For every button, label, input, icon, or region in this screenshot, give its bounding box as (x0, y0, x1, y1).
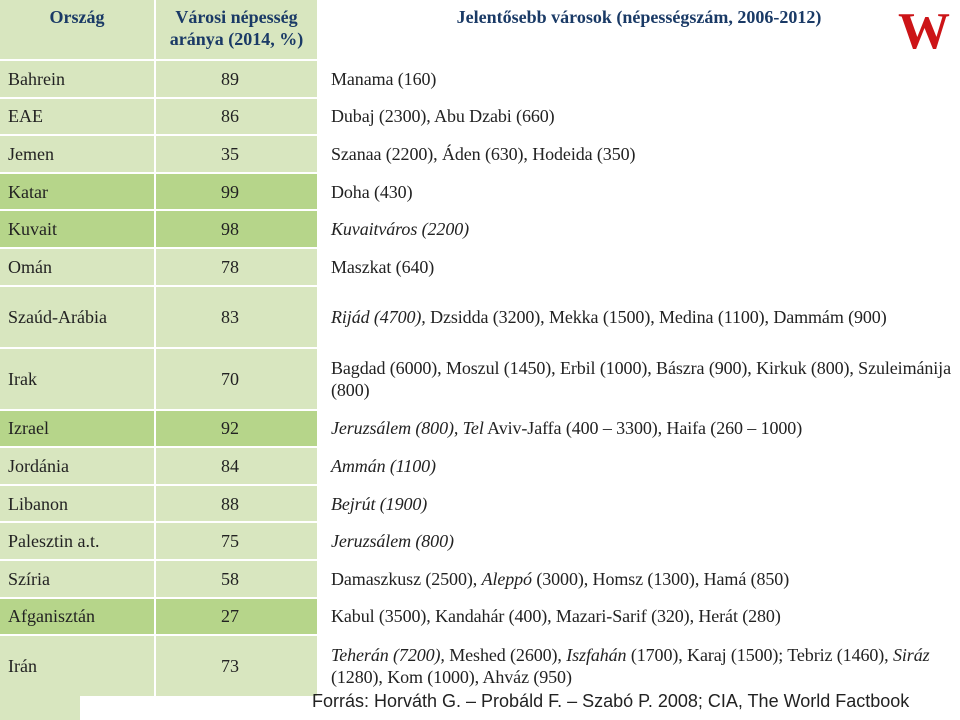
table-row (0, 410, 960, 448)
cities-cell (318, 410, 960, 448)
cities-text-italic: Aleppó (481, 568, 532, 589)
cities-text: Aviv-Jaffa (400 – 3300), Haifa (260 – 1000) (483, 418, 803, 439)
logo: W (898, 3, 949, 60)
cities-cell (318, 635, 960, 697)
cities-cell (318, 286, 960, 348)
header-country: Ország (0, 0, 155, 60)
country-cell: Katar (0, 173, 155, 211)
cities-cell (318, 210, 960, 248)
cities-text: Dzsidda (3200), Mekka (1500), Medina (1100), Dammám (900) (425, 306, 887, 327)
cities-text: (1700), Karaj (1500); Tebriz (1460), (626, 645, 893, 666)
cities-text: Dubaj (2300), Abu Dzabi (660) (331, 106, 555, 127)
cities-cell (318, 560, 960, 598)
header-cities-text: Jelentősebb városok (népességszám, 2006-2012) (456, 7, 822, 27)
cities-text-italic: Kuvaitváros (2200) (331, 219, 470, 240)
country-cell: Omán (0, 248, 155, 286)
country-cell: Irán (0, 635, 155, 697)
header-ratio (155, 0, 318, 60)
cities-cell (318, 60, 960, 98)
cities-text: Maszkat (640) (331, 256, 435, 277)
ratio-cell: 70 (155, 348, 318, 410)
cities-cell (318, 447, 960, 485)
cities-text-italic-2: Iszfahán (566, 645, 627, 666)
table-row (0, 60, 960, 98)
cities-text-italic: Teherán (7200), (331, 645, 445, 666)
table-row (0, 98, 960, 136)
cities-text-italic: Jeruzsálem (800) (331, 531, 454, 552)
cities-cell (318, 485, 960, 523)
cities-cell (318, 173, 960, 211)
table-row (0, 635, 960, 697)
source-note: Forrás: Horváth G. – Probáld F. – Szabó P. 2008; CIA, The World Factbook (312, 691, 910, 711)
country-cell: Libanon (0, 485, 155, 523)
table-row (0, 173, 960, 211)
table-row (0, 248, 960, 286)
country-cell: EAE (0, 98, 155, 136)
ratio-cell: 35 (155, 135, 318, 173)
country-cell: Jemen (0, 135, 155, 173)
ratio-cell: 99 (155, 173, 318, 211)
table-row (0, 447, 960, 485)
country-cell: Afganisztán (0, 598, 155, 636)
table-row (0, 522, 960, 560)
cities-text-italic: Ammán (1100) (331, 455, 436, 476)
header-row (0, 0, 960, 60)
cities-text: Szanaa (2200), Áden (630), Hodeida (350) (331, 143, 636, 164)
country-cell: Kuvait (0, 210, 155, 248)
cities-text-italic-3: Siráz (892, 645, 930, 666)
country-cell: Irak (0, 348, 155, 410)
ratio-cell: 75 (155, 522, 318, 560)
header-cities (318, 0, 960, 60)
table-row (0, 286, 960, 348)
table-row (0, 210, 960, 248)
table-row (0, 348, 960, 410)
country-cell: Szíria (0, 560, 155, 598)
ratio-cell: 88 (155, 485, 318, 523)
cities-cell (318, 135, 960, 173)
table-row (0, 560, 960, 598)
cities-cell (318, 248, 960, 286)
ratio-cell: 84 (155, 447, 318, 485)
cities-text-c: (1280), Kom (1000), Ahváz (950) (331, 667, 572, 688)
ratio-cell: 86 (155, 98, 318, 136)
cities-text-italic: Jeruzsálem (800), Tel (331, 418, 484, 439)
table-row (0, 485, 960, 523)
cities-cell (318, 522, 960, 560)
country-cell: Jordánia (0, 447, 155, 485)
ratio-cell: 83 (155, 286, 318, 348)
country-cell: Palesztin a.t. (0, 522, 155, 560)
country-cell: Szaúd-Arábia (0, 286, 155, 348)
cities-text: Bagdad (6000), Moszul (1450), Erbil (1000), Bászra (900), Kirkuk (800), Szuleimánija (800) (331, 357, 951, 400)
cities-text: (3000), Homsz (1300), Hamá (850) (531, 568, 790, 589)
cities-text: Doha (430) (331, 181, 413, 202)
ratio-cell: 98 (155, 210, 318, 248)
ratio-cell: 27 (155, 598, 318, 636)
cities-cell (318, 598, 960, 636)
ratio-cell: 78 (155, 248, 318, 286)
cities-cell (318, 98, 960, 136)
country-cell: Bahrein (0, 60, 155, 98)
cities-cell (318, 348, 960, 410)
cities-text-italic: Rijád (4700), (331, 306, 426, 327)
cities-text-a: Damaszkusz (2500), (331, 568, 482, 589)
ratio-cell: 89 (155, 60, 318, 98)
cities-text-italic: Bejrút (1900) (331, 493, 428, 514)
table-row (0, 598, 960, 636)
header-ratio-text: Városi népesség aránya (2014, %) (169, 7, 304, 49)
ratio-cell: 73 (155, 635, 318, 697)
cities-text-b: Meshed (2600), (444, 645, 567, 666)
table-row (0, 135, 960, 173)
cities-text: Kabul (3500), Kandahár (400), Mazari-Sarif (320), Herát (280) (331, 606, 781, 627)
footer-swatch (0, 688, 80, 720)
ratio-cell: 92 (155, 410, 318, 448)
country-cell: Izrael (0, 410, 155, 448)
cities-text: Manama (160) (331, 68, 437, 89)
ratio-cell: 58 (155, 560, 318, 598)
